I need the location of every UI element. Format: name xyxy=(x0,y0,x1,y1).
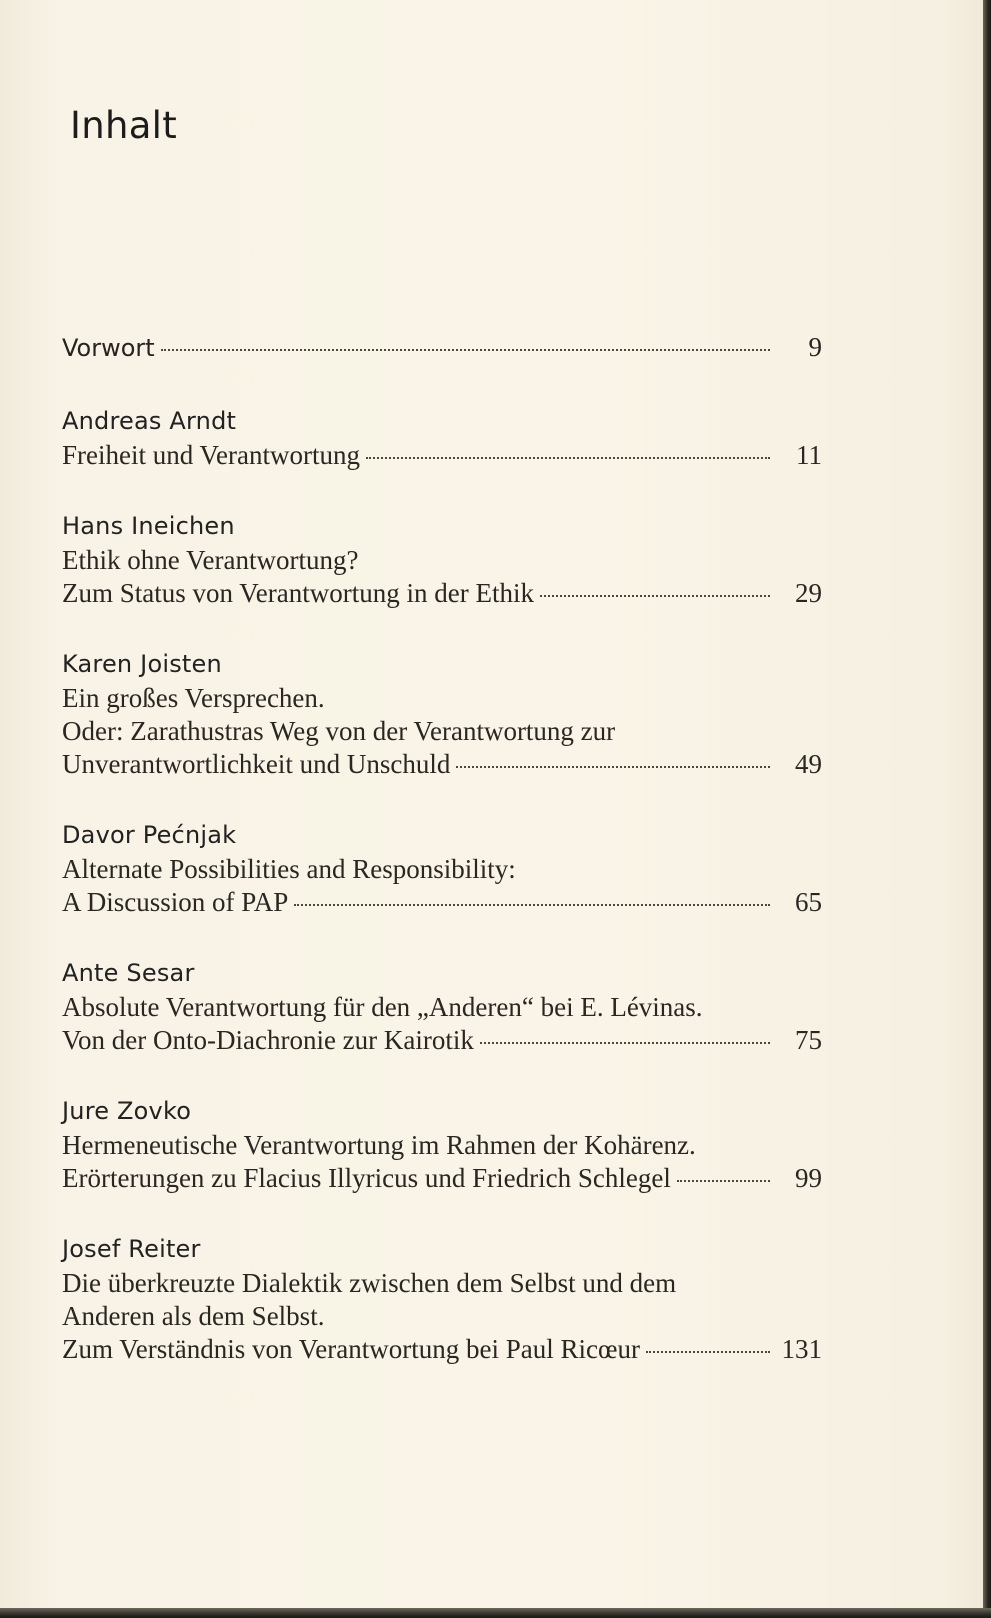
page-number: 99 xyxy=(795,1163,822,1193)
toc-title: Absolute Verantwortung für den „Anderen“ bei E. Lévinas. xyxy=(62,992,703,1022)
toc-line xyxy=(62,1162,822,1195)
page-number: 9 xyxy=(808,332,822,362)
leader-dots xyxy=(677,1179,770,1182)
author-name: Karen Joisten xyxy=(62,650,222,678)
toc-line xyxy=(62,330,822,365)
leader-dots xyxy=(294,903,770,906)
toc-entry xyxy=(62,819,822,919)
toc-line xyxy=(62,439,822,472)
toc-line xyxy=(62,577,822,610)
page-number: 65 xyxy=(795,887,822,917)
author-name: Andreas Arndt xyxy=(62,407,237,435)
toc-entry xyxy=(62,648,822,781)
toc-title: Ethik ohne Verantwortung? xyxy=(62,545,359,575)
toc-title: Oder: Zarathustras Weg von der Verantwortung zur xyxy=(62,716,616,746)
page-number: 75 xyxy=(795,1025,822,1055)
page-edge-right xyxy=(983,0,991,1618)
page-number: 131 xyxy=(781,1334,822,1364)
toc-title: Erörterungen zu Flacius Illyricus und Friedrich Schlegel xyxy=(62,1163,671,1193)
toc-title: A Discussion of PAP xyxy=(62,887,289,917)
toc-title: Anderen als dem Selbst. xyxy=(62,1301,325,1331)
leader-dots xyxy=(366,456,770,459)
leader-dots xyxy=(456,765,770,768)
toc-title: Freiheit und Verantwortung xyxy=(62,440,360,470)
leader-dots xyxy=(646,1350,770,1353)
leader-dots xyxy=(540,594,770,597)
toc-title: Zum Verständnis von Verantwortung bei Paul Ricœur xyxy=(62,1334,640,1364)
toc-title: Vorwort xyxy=(62,334,155,362)
toc-title: Zum Status von Verantwortung in der Ethik xyxy=(62,578,534,608)
toc-line xyxy=(62,1333,822,1366)
toc-title: Ein großes Versprechen. xyxy=(62,683,325,713)
toc-line xyxy=(62,748,822,781)
toc-title: Die überkreuzte Dialektik zwischen dem Selbst und dem xyxy=(62,1268,677,1298)
author-name: Jure Zovko xyxy=(62,1097,192,1125)
toc-line xyxy=(62,886,822,919)
page-edge-bottom xyxy=(0,1608,991,1618)
toc-entry xyxy=(62,1095,822,1195)
page-title: Inhalt xyxy=(70,104,178,147)
toc-entry xyxy=(62,510,822,610)
toc-title: Unverantwortlichkeit und Unschuld xyxy=(62,749,451,779)
toc-entry xyxy=(62,405,822,472)
toc-title: Alternate Possibilities and Responsibility: xyxy=(62,854,516,884)
page-number: 29 xyxy=(795,578,822,608)
page-number: 11 xyxy=(796,440,822,470)
toc-entry xyxy=(62,957,822,1057)
toc-entry-vorwort xyxy=(62,330,822,365)
toc-title: Von der Onto-Diachronie zur Kairotik xyxy=(62,1025,474,1055)
table-of-contents xyxy=(62,330,822,1404)
leader-dots xyxy=(161,348,770,351)
author-name: Davor Pećnjak xyxy=(62,821,237,849)
author-name: Ante Sesar xyxy=(62,959,195,987)
toc-title: Hermeneutische Verantwortung im Rahmen der Kohärenz. xyxy=(62,1130,696,1160)
author-name: Hans Ineichen xyxy=(62,512,235,540)
toc-entry xyxy=(62,1233,822,1366)
page-number: 49 xyxy=(795,749,822,779)
author-name: Josef Reiter xyxy=(62,1235,201,1263)
toc-line xyxy=(62,1024,822,1057)
leader-dots xyxy=(480,1041,770,1044)
